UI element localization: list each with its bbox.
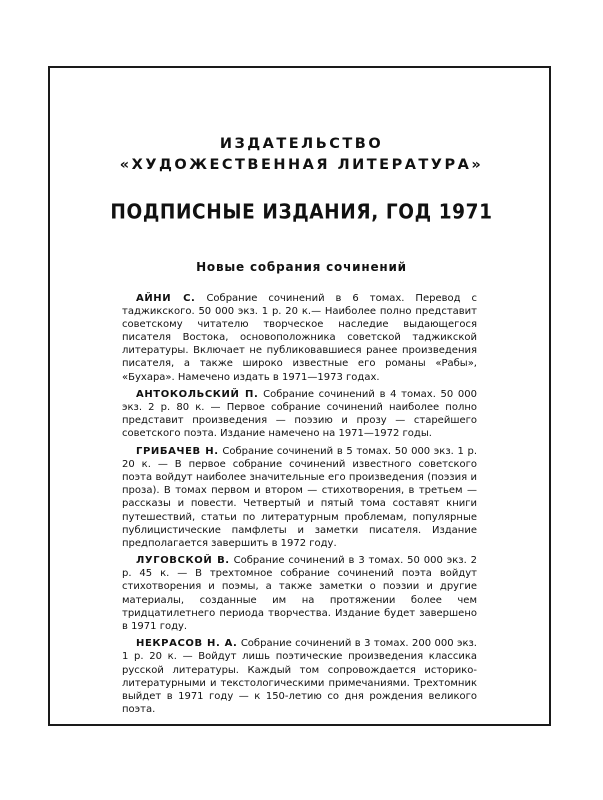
entry-author: ЛУГОВСКОЙ В. bbox=[136, 555, 230, 567]
page-title: ПОДПИСНЫЕ ИЗДАНИЯ, ГОД 1971 bbox=[110, 200, 493, 225]
publisher-line-1: ИЗДАТЕЛЬСТВО bbox=[219, 136, 384, 152]
entry-text: Собрание сочинений в 4 томах. 50 000 экз. 2 р. 80 к. — Первое собрание сочинений наиболее полно представит произведения — поэзию и прозу — старейшего советского поэта. Издание намечено на 1971—1972 годы. bbox=[122, 389, 477, 440]
publisher-line-2: «ХУДОЖЕСТВЕННАЯ ЛИТЕРАТУРА» bbox=[119, 157, 484, 173]
entry-author: АНТОКОЛЬСКИЙ П. bbox=[136, 389, 259, 401]
entries-list bbox=[122, 292, 477, 720]
entry-text: Собрание сочинений в 5 томах. 50 000 экз. 1 р. 20 к. — В первое собрание сочинений известного советского поэта войдут наиболее значительные его произведения (поэзия и проза). В томах первом и втором — стихотворения, в третьем — рассказы и повести. Четвертый и пятый тома составят книги путешествий, статьи по литературным проблемам, популярные публицистические памфлеты и заметки писателя. Издание предполагается завершить в 1972 году. bbox=[122, 446, 478, 549]
entry-author: АЙНИ С. bbox=[136, 293, 196, 304]
entry-lugovskoy bbox=[122, 554, 477, 633]
entry-gribachev bbox=[122, 445, 477, 550]
entry-text: Собрание сочинений в 3 томах. 50 000 экз. 2 р. 45 к. — В трехтомное собрание сочинений поэта войдут стихотворения и поэмы, а также заметки о поэзии и другие материалы, созданные им на протяжении более чем тридцатилетнего периода творчества. Издание будет завершено в 1971 году. bbox=[122, 555, 477, 632]
entry-aini bbox=[122, 292, 477, 384]
entry-author: НЕКРАСОВ Н. А. bbox=[136, 638, 238, 650]
entry-text: Собрание сочинений в 3 томах. 200 000 экз. 1 р. 20 к. — Войдут лишь поэтические произведения классика русской литературы. Каждый том сопровождается историко-литературными и текстологическими примечаниями. Трехтомник выйдет в 1971 году — к 150-летию со дня рождения великого поэта. bbox=[122, 638, 477, 715]
entry-text: Собрание сочинений в 6 томах. Перевод с таджикского. 50 000 экз. 1 р. 20 к.— Наиболее полно представит советскому читателю творческое наследие выдающегося писателя Востока, основоположника советской таджикской литературы. Включает не публиковавшиеся ранее произведения писателя, а также широко известные его романы «Рабы», «Бухара». Намечено издать в 1971—1973 годах. bbox=[122, 293, 477, 383]
section-subtitle: Новые собрания сочинений bbox=[196, 260, 407, 274]
entry-author: ГРИБАЧЕВ Н. bbox=[136, 446, 219, 458]
entry-antokolsky bbox=[122, 388, 477, 440]
entry-nekrasov bbox=[122, 637, 477, 716]
